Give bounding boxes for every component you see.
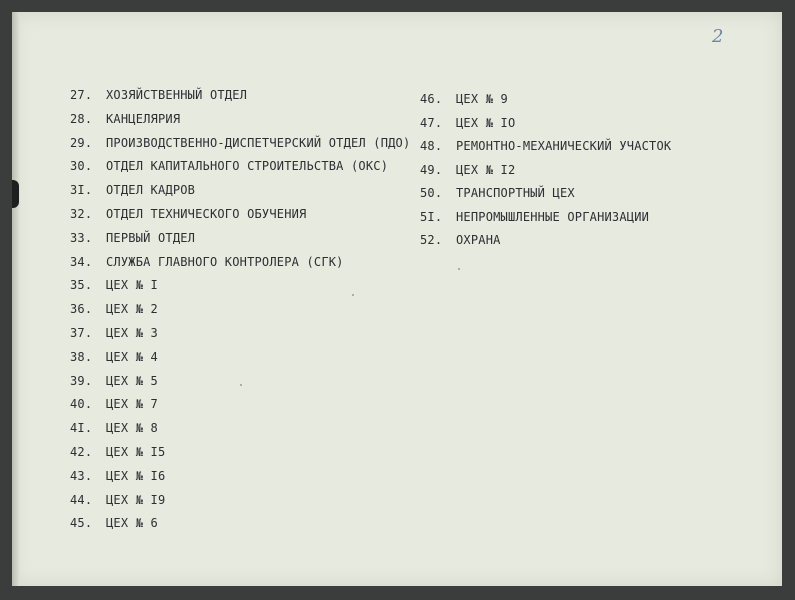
item-text: ЦЕХ № 5: [106, 373, 158, 388]
item-number: 35.: [70, 278, 93, 293]
item-text: ПРОИЗВОДСТВЕННО-ДИСПЕТЧЕРСКИЙ ОТДЕЛ (ПДО): [106, 135, 411, 150]
item-number: 49.: [420, 162, 443, 177]
list-item: [70, 516, 410, 540]
list-item: [70, 397, 410, 421]
item-text: СЛУЖБА ГЛАВНОГО КОНТРОЛЕРА (СГК): [106, 254, 344, 269]
item-number: 34.: [70, 254, 93, 269]
item-text: ЦЕХ № 9: [456, 92, 508, 106]
item-number: 36.: [70, 302, 93, 317]
item-number: 27.: [70, 88, 93, 102]
list-item: [420, 92, 671, 116]
item-number: 42.: [70, 444, 93, 459]
item-number: 30.: [70, 159, 93, 174]
list-item: [70, 159, 410, 183]
item-text: ЦЕХ № I5: [106, 444, 166, 459]
item-text: ЦЕХ № I: [106, 278, 158, 293]
list-item: [420, 116, 671, 140]
item-text: НЕПРОМЫШЛЕННЫЕ ОРГАНИЗАЦИИ: [456, 209, 650, 224]
item-number: 3I.: [70, 183, 93, 198]
item-text: ОТДЕЛ КАПИТАЛЬНОГО СТРОИТЕЛЬСТВА (ОКС): [106, 159, 389, 174]
page-number: 2: [712, 26, 724, 47]
list-item: [70, 350, 410, 374]
item-number: 46.: [420, 92, 443, 106]
list-item: [70, 255, 410, 279]
item-number: 38.: [70, 349, 93, 364]
item-text: ПЕРВЫЙ ОТДЕЛ: [106, 230, 196, 245]
list-item: [70, 469, 410, 493]
item-number: 39.: [70, 373, 93, 388]
item-text: ЦЕХ № 6: [106, 516, 158, 531]
item-number: 52.: [420, 233, 443, 247]
list-item: [70, 302, 410, 326]
item-number: 40.: [70, 397, 93, 412]
list-item: [70, 88, 410, 112]
item-number: 33.: [70, 230, 93, 245]
item-text: ОТДЕЛ КАДРОВ: [106, 183, 196, 198]
list-item: [70, 231, 410, 255]
list-item: [70, 207, 410, 231]
item-text: ЦЕХ № I9: [106, 492, 166, 507]
list-item: [70, 493, 410, 517]
document-page: [12, 12, 782, 586]
item-number: 50.: [420, 186, 443, 200]
item-text: ЦЕХ № I6: [106, 468, 166, 483]
list-item: [70, 326, 410, 350]
item-text: ЦЕХ № I2: [456, 162, 516, 177]
item-number: 43.: [70, 468, 93, 483]
item-text: ТРАНСПОРТНЫЙ ЦЕХ: [456, 186, 575, 200]
item-number: 5I.: [420, 209, 443, 224]
list-item: [420, 163, 671, 187]
item-text: ЦЕХ № IO: [456, 115, 516, 130]
item-number: 47.: [420, 115, 443, 130]
item-number: 37.: [70, 325, 93, 340]
item-text: КАНЦЕЛЯРИЯ: [106, 111, 181, 126]
list-item: [70, 278, 410, 302]
item-text: ЦЕХ № 4: [106, 349, 158, 364]
list-item: [70, 421, 410, 445]
list-item: [70, 112, 410, 136]
item-text: ЦЕХ № 8: [106, 421, 158, 436]
item-text: ЦЕХ № 2: [106, 302, 158, 317]
item-number: 44.: [70, 492, 93, 507]
paper-speck: [240, 384, 242, 386]
binding-mark: [12, 180, 19, 208]
item-text: ХОЗЯЙСТВЕННЫЙ ОТДЕЛ: [106, 88, 248, 102]
list-item: [420, 210, 671, 234]
left-column-list: [70, 88, 410, 540]
page-left-edge: [12, 12, 20, 586]
list-item: [420, 139, 671, 163]
item-number: 4I.: [70, 421, 93, 436]
item-text: ОТДЕЛ ТЕХНИЧЕСКОГО ОБУЧЕНИЯ: [106, 206, 307, 221]
item-number: 45.: [70, 516, 93, 531]
list-item: [70, 183, 410, 207]
list-item: [420, 233, 671, 257]
right-column-list: [420, 92, 671, 257]
item-text: ЦЕХ № 3: [106, 325, 158, 340]
item-number: 32.: [70, 206, 93, 221]
list-item: [70, 445, 410, 469]
list-item: [420, 186, 671, 210]
item-text: РЕМОНТНО-МЕХАНИЧЕСКИЙ УЧАСТОК: [456, 139, 672, 153]
item-text: ЦЕХ № 7: [106, 397, 158, 412]
paper-speck: [352, 294, 354, 296]
list-item: [70, 136, 410, 160]
item-text: ОХРАНА: [456, 233, 501, 247]
paper-speck: [458, 268, 460, 270]
item-number: 48.: [420, 139, 443, 153]
item-number: 29.: [70, 135, 93, 150]
item-number: 28.: [70, 111, 93, 126]
